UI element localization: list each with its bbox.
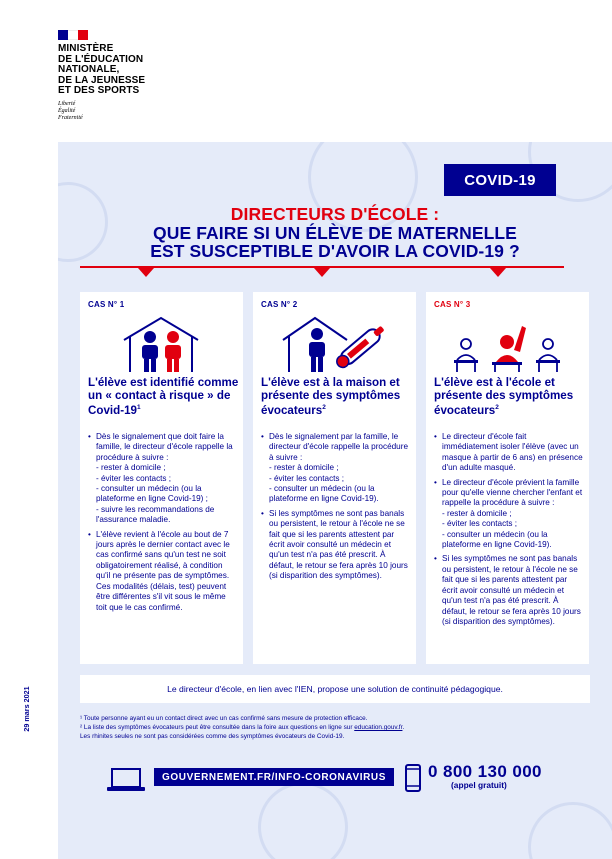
- virus-decoration-icon: [258, 782, 348, 859]
- title-line-2-3: [58, 224, 612, 260]
- covid-badge: COVID-19: [444, 164, 556, 196]
- case-label: CAS N° 2: [261, 300, 298, 309]
- footnote-2-end: .: [402, 724, 405, 731]
- bullet-dot: •: [88, 432, 91, 441]
- motto-line: Liberté: [58, 101, 76, 107]
- case-title: [434, 377, 589, 418]
- footnote-ref: 2: [322, 404, 326, 412]
- virus-decoration-icon: [528, 802, 612, 859]
- arrow-down-icon: [490, 268, 506, 277]
- bullet-intro: Dès le signalement que doit faire la famille, le directeur d'école rappelle la procédure à suivre :: [96, 432, 233, 462]
- case-label: CAS N° 3: [434, 300, 471, 309]
- bullet-item: - rester à domicile ;: [442, 508, 512, 518]
- education-gouv-link[interactable]: education.gouv.fr: [354, 724, 403, 731]
- bullet-item: - éviter les contacts ;: [269, 473, 345, 483]
- flag-blue: [58, 30, 68, 40]
- motto-line: Fraternité: [58, 115, 83, 121]
- bullet-item: - rester à domicile ;: [96, 463, 166, 473]
- case-body: [261, 432, 411, 586]
- title-line-1: DIRECTEURS D'ÉCOLE :: [230, 204, 440, 224]
- case-title: [88, 377, 243, 418]
- bullet: [434, 478, 584, 551]
- bullet-intro: Le directeur d'école prévient la famille pour qu'elle vienne chercher l'enfant et rappelle la procédure à suivre :: [442, 477, 583, 508]
- case-card-2: [253, 292, 416, 664]
- website-link[interactable]: GOUVERNEMENT.FR/INFO-CORONAVIRUS: [154, 768, 394, 786]
- bullet: [434, 432, 584, 474]
- ministry-line: ET DES SPORTS: [58, 85, 140, 96]
- case-body: [88, 432, 238, 617]
- bullet-item: - consulter un médecin (ou la plateforme en ligne Covid-19) ;: [96, 484, 208, 504]
- bullet-intro: Dès le signalement par la famille, le directeur d'école rappelle la procédure à suivre :: [269, 432, 409, 462]
- bullet-dot: •: [434, 432, 437, 441]
- bullet: [88, 530, 238, 613]
- footnote-3: Les rhinites seules ne sont pas considérées comme des symptômes évocateurs de Covid-19.: [80, 733, 345, 740]
- bullet-text: [269, 432, 411, 505]
- arrow-down-icon: [314, 268, 330, 277]
- classroom-raised-hand-icon: [426, 310, 589, 376]
- ministry-line: MINISTÈRE: [58, 43, 114, 54]
- case-title-text: L'élève est identifié comme un « contact à risque » de Covid-19: [88, 376, 239, 418]
- bullet-dot: •: [434, 554, 437, 564]
- bullet-item: - consulter un médecin (ou la plateforme en ligne Covid-19).: [442, 529, 552, 550]
- flag-white: [68, 30, 78, 40]
- footnote-1: ¹ Toute personne ayant eu un contact direct avec un cas confirmé sans mesure de protection efficace.: [80, 715, 368, 722]
- case-card-3: [426, 292, 589, 664]
- republic-motto: [58, 101, 83, 122]
- bullet-text: [96, 432, 238, 526]
- flag-red: [78, 30, 88, 40]
- publication-date: 29 mars 2021: [22, 686, 31, 732]
- case-title-text: L'élève est à l'école et présente des symptômes évocateurs: [434, 376, 574, 418]
- bullet: [88, 432, 238, 526]
- bullet: [261, 509, 411, 582]
- phone-icon: [404, 764, 422, 792]
- title-line-3: EST SUSCEPTIBLE D'AVOIR LA COVID-19 ?: [150, 241, 520, 261]
- continuity-note: Le directeur d'école, en lien avec l'IEN, propose une solution de continuité pédagogique.: [80, 675, 590, 703]
- motto-line: Égalité: [58, 108, 76, 114]
- ministry-line: DE LA JEUNESSE: [58, 74, 146, 86]
- two-persons-house-icon: [80, 310, 243, 376]
- case-title: [261, 377, 416, 418]
- bullet-dot: •: [261, 432, 264, 441]
- footnotes: [80, 714, 600, 741]
- thermometer-house-icon: [253, 310, 416, 376]
- bullet-dot: •: [434, 477, 437, 487]
- poster: [58, 142, 612, 859]
- case-card-1: [80, 292, 243, 664]
- header: [0, 0, 612, 142]
- bullet-item: - suivre les recommandations de l'assurance maladie.: [96, 504, 215, 525]
- phone-note: (appel gratuit): [451, 780, 507, 790]
- title-line-2: QUE FAIRE SI UN ÉLÈVE DE MATERNELLE: [153, 223, 517, 243]
- bullet-item: - rester à domicile ;: [269, 463, 339, 473]
- bullet-text: [442, 478, 584, 551]
- bullet-item: - consulter un médecin (ou la plateforme en ligne Covid-19).: [269, 484, 379, 504]
- footnote-2-text: ² La liste des symptômes évocateurs peut être consultée dans la foire aux questions en ligne sur: [80, 724, 355, 731]
- bullet-text: Le directeur d'école fait immédiatement isoler l'élève (avec un masque à partir de 6 ans) en présence d'un adulte masqué.: [442, 432, 583, 473]
- marianne-flag: [58, 30, 88, 40]
- bullet-item: - éviter les contacts ;: [442, 519, 518, 529]
- ministry-line: NATIONALE,: [58, 64, 120, 75]
- phone-number[interactable]: 0 800 130 000: [428, 762, 542, 781]
- arrow-down-icon: [138, 268, 154, 277]
- case-label: CAS N° 1: [88, 300, 125, 309]
- ministry-line: DE L'ÉDUCATION: [58, 53, 144, 65]
- footnote-ref: 2: [495, 404, 499, 412]
- case-body: [434, 432, 584, 631]
- bullet-text: Si les symptômes ne sont pas banals ou persistent, le retour à l'école ne se fait que si les parents attestent par écrit avoir consulté un médecin et qu'un test n'a pas été prescrit. À défaut, le retour se fera après 10 jours (si disparition des symptômes).: [442, 554, 581, 626]
- bullet-dot: •: [261, 508, 264, 518]
- bullet: [261, 432, 411, 505]
- footnote-2: [80, 723, 600, 732]
- laptop-icon: [106, 766, 146, 794]
- case-title-text: L'élève est à la maison et présente des symptômes évocateurs: [261, 376, 401, 418]
- bullet-item: - éviter les contacts ;: [96, 473, 172, 483]
- bullet-text: Si les symptômes ne sont pas banals ou persistent, le retour à l'école ne se fait que si les parents attestent par écrit avoir consulté un médecin et qu'un test n'a pas été prescrit. À défaut, le retour se fera après 10 jours (si disparition des symptômes).: [269, 508, 408, 581]
- ministry-name: [58, 44, 145, 97]
- bullet-dot: •: [88, 529, 91, 539]
- bullet: [434, 554, 584, 627]
- footnote-ref: 1: [136, 404, 141, 412]
- bullet-text: L'élève revient à l'école au bout de 7 jours après le dernier contact avec le cas confirmé sans qu'un test ne soit obligatoirement réalisé, à condition qu'il ne présente pas de symptômes. Ces modalités (délais, test) peuvent être différentes s'il vit sous le même toit que le cas confirmé.: [96, 529, 230, 612]
